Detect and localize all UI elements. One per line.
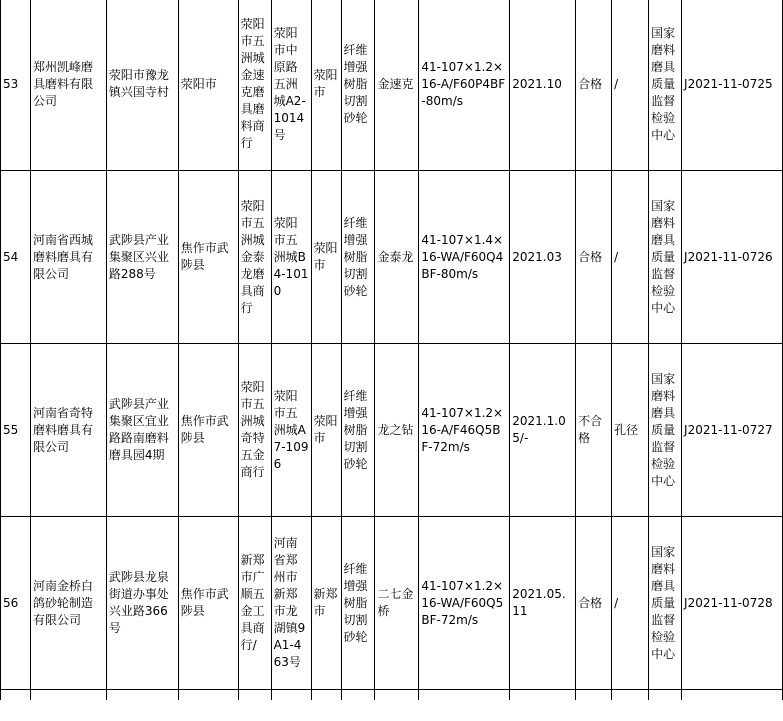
cell-report-no: J2021-11-0725 — [682, 0, 783, 171]
cell-producer-address: 武陟县产业集聚区兴业路288号 — [106, 171, 178, 344]
cell-no: 54 — [1, 171, 31, 344]
cell-result: 不合格 — [576, 344, 612, 517]
cell-seller-address: 荥阳市五洲城B4-1010 — [271, 171, 311, 344]
cell-brand: 二七金桥 — [375, 517, 419, 690]
cell-date: 2021.03 — [510, 171, 576, 344]
cell-producer: 河南省奇特磨料磨具有限公司 — [30, 344, 106, 517]
cell-seller-region: 荥阳市 — [311, 0, 341, 171]
cell-producer-region: 焦作市武陟县 — [178, 517, 238, 690]
cell-report-no: J2021-11-0727 — [682, 344, 783, 517]
cell-product: 纤维增强树脂切割砂轮 — [341, 0, 375, 171]
cell-spec: 41-107×1.2×16-WA/F60Q5BF-72m/s — [419, 517, 510, 690]
table-row — [1, 0, 783, 171]
cell-agency: 国家磨料磨具质量监督检验中心 — [649, 517, 682, 690]
cell-seller-region: 新郑市 — [311, 517, 341, 690]
cell-seller: 荥阳市五洲城奇特五金商行 — [238, 344, 271, 517]
cell-seller: 新郑市广顺五金工具商行/ — [238, 517, 271, 690]
cell-agency: 国家磨料磨具质量监督检验中心 — [649, 0, 682, 171]
cell-seller-region: 荥阳市 — [311, 344, 341, 517]
cell-producer-address: 武陟县产业集聚区宜业路路南磨料磨具园4期 — [106, 344, 178, 517]
cell-spec: 41-107×1.2×16-A/F60P4BF-80m/s — [419, 0, 510, 171]
cell-report-no: J2021-11-0726 — [682, 171, 783, 344]
cell-producer-address: 武陟县龙泉街道办事处兴业路366号 — [106, 517, 178, 690]
cell-product: 纤维增强树脂切割砂轮 — [341, 344, 375, 517]
cell-product: 纤维增强树脂切割砂轮 — [341, 517, 375, 690]
cell-seller-address: 荥阳市五洲城A7-1096 — [271, 344, 311, 517]
cell-agency: 国家磨料磨具质量监督检验中心 — [649, 171, 682, 344]
cell-brand: 金速克 — [375, 0, 419, 171]
cell-producer-region: 焦作市武陟县 — [178, 344, 238, 517]
cell-product: 纤维增强树脂切割砂轮 — [341, 171, 375, 344]
cell-brand: 金泰龙 — [375, 171, 419, 344]
cell-spec: 41-107×1.2×16-A/F46Q5BF-72m/s — [419, 344, 510, 517]
cell-no: 53 — [1, 0, 31, 171]
table-row — [1, 344, 783, 517]
cell-brand: 龙之钻 — [375, 344, 419, 517]
cell-failed-item: / — [612, 171, 649, 344]
table-row — [1, 171, 783, 344]
cell-producer-address: 荥阳市豫龙镇兴国寺村 — [106, 0, 178, 171]
cell-agency: 国家磨料磨具质量监督检验中心 — [649, 344, 682, 517]
cell-failed-item: 孔径 — [612, 344, 649, 517]
cell-producer: 河南金桥白鸽砂轮制造有限公司 — [30, 517, 106, 690]
cell-failed-item: / — [612, 0, 649, 171]
cell-spec: 41-107×1.4×16-WA/F60Q4BF-80m/s — [419, 171, 510, 344]
cell-seller: 荥阳市五洲城金速克磨具磨料商行 — [238, 0, 271, 171]
cell-result: 合格 — [576, 517, 612, 690]
cell-seller: 荥阳市五洲城金泰龙磨具商行 — [238, 171, 271, 344]
cell-producer: 郑州凯峰磨具磨料有限公司 — [30, 0, 106, 171]
table-row — [1, 517, 783, 690]
cell-result: 合格 — [576, 171, 612, 344]
cell-no: 55 — [1, 344, 31, 517]
cell-date: 2021.1.05/- — [510, 344, 576, 517]
cell-seller-address: 河南省郑州市新郑市龙湖镇9A1-463号 — [271, 517, 311, 690]
cell-producer: 河南省西城磨料磨具有限公司 — [30, 171, 106, 344]
cell-seller-region: 荥阳市 — [311, 171, 341, 344]
cell-result: 合格 — [576, 0, 612, 171]
cell-failed-item: / — [612, 517, 649, 690]
cell-date: 2021.10 — [510, 0, 576, 171]
table-row-partial — [1, 690, 783, 700]
cell-date: 2021.05.11 — [510, 517, 576, 690]
cell-report-no: J2021-11-0728 — [682, 517, 783, 690]
cell-seller-address: 荥阳市中原路五洲城A2-1014号 — [271, 0, 311, 171]
cell-producer-region: 荥阳市 — [178, 0, 238, 171]
cell-producer-region: 焦作市武陟县 — [178, 171, 238, 344]
cell-no: 56 — [1, 517, 31, 690]
